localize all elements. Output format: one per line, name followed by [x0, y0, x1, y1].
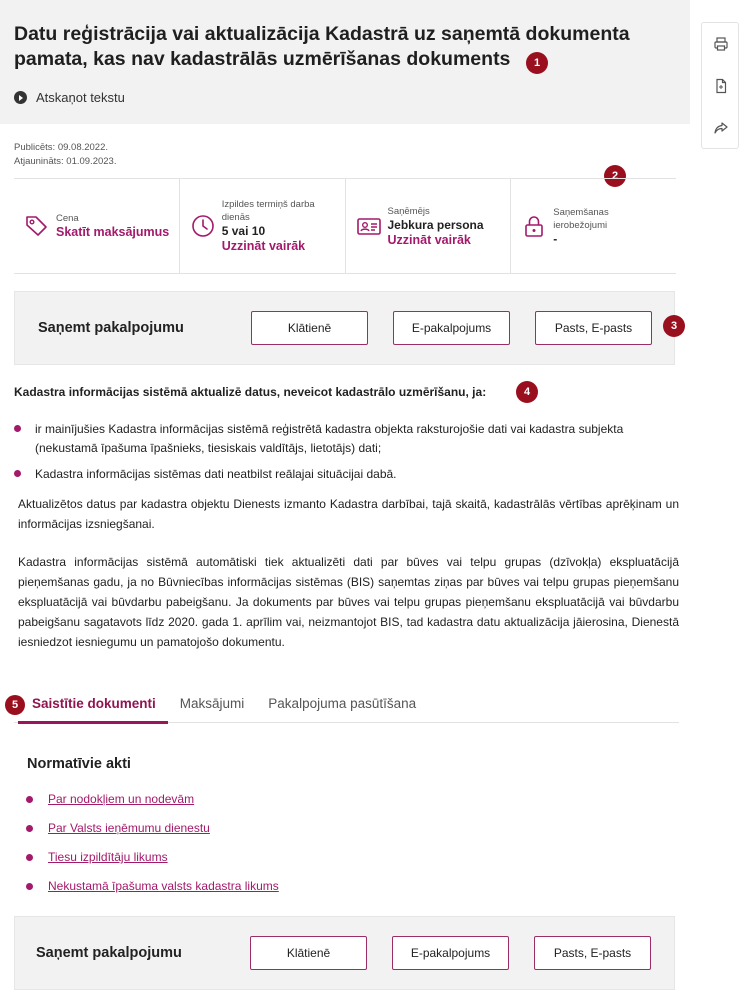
lock-icon: [521, 213, 547, 239]
tab-payments[interactable]: Maksājumi: [179, 696, 245, 711]
document-link[interactable]: Par Valsts ieņēmumu dienestu: [48, 821, 210, 835]
paragraph-usage: Aktualizētos datus par kadastra objektu Dienests izmanto Kadastra darbībai, tajā skaitā, kadastrālās vērtības aprēķinam un informācijas izsniegšanai.: [18, 497, 679, 531]
price-label: Cena: [56, 213, 79, 224]
list-item: Kadastra informācijas sistēmas dati neatbilst reālajai situācijai dabā.: [14, 465, 679, 484]
price-cell: [14, 179, 180, 273]
recipient-cell: [346, 179, 512, 273]
term-cell: [180, 179, 346, 273]
pdf-button[interactable]: [702, 65, 740, 107]
service-info-grid: [14, 178, 676, 274]
list-item: [26, 879, 279, 908]
listen-text-label: Atskaņot tekstu: [36, 90, 125, 105]
publication-dates: [14, 141, 116, 169]
restrictions-label: Saņemšanas ierobežojumi: [553, 206, 609, 231]
list-item: [26, 792, 279, 821]
view-payments-link[interactable]: Skatīt maksājumus: [56, 225, 170, 239]
list-item: ir mainījušies Kadastra informācijas sistēmā reģistrētā kadastra objekta raksturojošie dati vai kadastra subjekta (nekustamā īpašuma īpašnieks, tiesiskais valdītājs, lietotājs) dati;: [14, 420, 679, 458]
get-service-label: Saņemt pakalpojumu: [38, 320, 184, 336]
normative-acts-list: [26, 792, 279, 908]
recipient-value: Jebkura persona: [387, 217, 484, 232]
mail-email-button[interactable]: Pasts, E-pasts: [534, 936, 651, 970]
conditions-list: [14, 420, 679, 491]
term-label: Izpildes termiņš darba dienās: [221, 199, 315, 223]
mail-email-button[interactable]: Pasts, E-pasts: [535, 311, 652, 345]
get-service-label: Saņemt pakalpojumu: [36, 945, 182, 961]
recipient-label: Saņēmējs: [387, 205, 430, 217]
clock-icon: [190, 213, 216, 239]
term-value: 5 vai 10: [221, 224, 266, 238]
e-service-button[interactable]: E-pakalpojums: [393, 311, 510, 345]
restrictions-cell: [511, 179, 676, 273]
restrictions-value: -: [553, 231, 558, 246]
play-icon: [14, 91, 27, 104]
id-card-icon: [356, 213, 382, 239]
annotation-marker-5: 5: [5, 695, 25, 715]
in-person-button[interactable]: Klātienē: [250, 936, 367, 970]
pdf-icon: [713, 78, 729, 94]
print-button[interactable]: [702, 23, 740, 65]
document-link[interactable]: Nekustamā īpašuma valsts kadastra likums: [48, 879, 279, 893]
list-item: [26, 850, 279, 879]
tabs-bar: [14, 688, 679, 723]
paragraph-bis: Kadastra informācijas sistēmā automātiski tiek aktualizēti dati par būves vai telpu grupas (dzīvokļa) ekspluatācijā pieņemšanas gadu, ja no Būvniecības informācijas sistēmas (BIS) saņemtas ziņas par būves vai telpu grupas pieņemšanu ekspluatācijā vai būvdarbu pabeigšanu. Ja dokuments par būves vai telpu grupas pieņemšanu ekspluatācijā vai būvdarbu pabeigšanu sagatavots līdz 2020. gada 1. aprīlim vai, neizmantojot BIS, tad kadastra datu aktualizācija jāierosina, Dienestā iesniedzot iesniegumu un pamatojošo dokumentu.: [18, 555, 679, 649]
document-link[interactable]: Par nodokļiem un nodevām: [48, 792, 195, 806]
price-tag-icon: [24, 213, 50, 239]
term-learn-more-link[interactable]: Uzzināt vairāk: [221, 239, 306, 253]
get-service-box-bottom: [14, 916, 675, 990]
published-date: Publicēts: 09.08.2022.: [14, 142, 109, 153]
annotation-marker-2: 2: [604, 165, 626, 187]
recipient-learn-more-link[interactable]: Uzzināt vairāk: [387, 232, 471, 247]
get-service-box-top: [14, 291, 675, 365]
normative-acts-heading: Normatīvie akti: [27, 756, 131, 772]
share-icon: [713, 120, 729, 136]
annotation-marker-3: 3: [663, 315, 685, 337]
updated-date: Atjaunināts: 01.09.2023.: [14, 156, 117, 167]
e-service-button[interactable]: E-pakalpojums: [392, 936, 509, 970]
tab-related-documents[interactable]: Saistītie dokumenti: [14, 688, 168, 723]
print-icon: [713, 36, 729, 52]
page-title: Datu reģistrācija vai aktualizācija Kadastrā uz saņemtā dokumenta pamata, kas nav kadastrālās uzmērīšanas dokuments: [14, 23, 630, 70]
tab-service-order[interactable]: Pakalpojuma pasūtīšana: [268, 696, 417, 711]
annotation-marker-4: 4: [516, 381, 538, 403]
intro-text: Kadastra informācijas sistēmā aktualizē datus, neveicot kadastrālo uzmērīšanu, ja:: [14, 385, 487, 399]
in-person-button[interactable]: Klātienē: [251, 311, 368, 345]
list-item: [26, 821, 279, 850]
document-link[interactable]: Tiesu izpildītāju likums: [48, 850, 168, 864]
side-toolbar: [701, 22, 739, 149]
annotation-marker-1: 1: [526, 52, 548, 74]
share-button[interactable]: [702, 107, 740, 149]
listen-text-button[interactable]: [14, 90, 125, 105]
